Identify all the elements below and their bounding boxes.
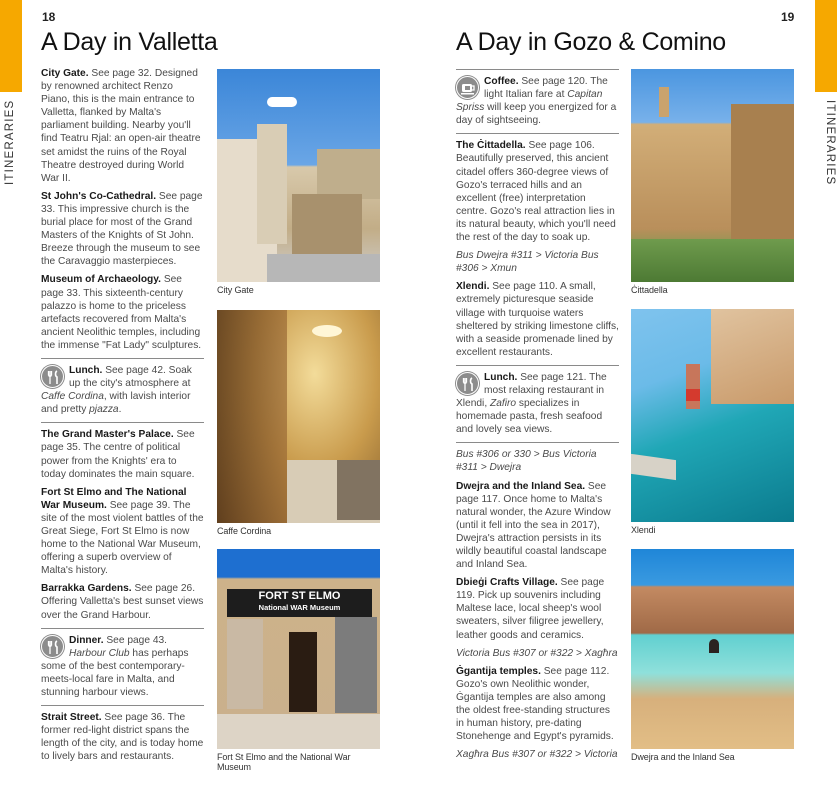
entry-title: Dwejra and the Inland Sea. (456, 480, 586, 492)
cutlery-icon (41, 365, 64, 388)
xlendi-image (631, 309, 794, 522)
cutlery-icon (41, 635, 64, 658)
fort-sign-title: FORT ST ELMO (258, 590, 341, 602)
entry-title: The Ċittadella. (456, 140, 526, 152)
coffee-cup-icon (456, 76, 479, 99)
bus-route: Bus #306 or 330 > Bus Victoria #311 > Dwejra (456, 449, 597, 474)
section-tab-left (0, 0, 22, 92)
page-title-left: A Day in Valletta (41, 28, 218, 56)
entry-text: See page 33. This impressive church is the burial place for most of the Grand Masters of the Knights of St John. Breeze through the museum to see the Caravaggio masterpieces. (41, 190, 203, 268)
divider (456, 69, 619, 70)
photo-caption: Caffe Cordina (217, 526, 272, 536)
entry-xlendi (456, 280, 619, 359)
page-number-left: 18 (42, 10, 56, 24)
divider (456, 365, 619, 366)
entry-text: See page 112. Gozo's own Neolithic wonder, Ġgantija temples are also among the oldest free-standing structures in human history, pre-dating Stonehenge and Egypt's pyramids. (456, 665, 614, 743)
meal-text: See page 42. Soak up the city's atmosphere at (69, 364, 192, 390)
entry-text: See page 36. The former red-light district spans the length of the city, and is today home to lively bars and restaurants. (41, 712, 204, 763)
entry-text: See page 110. A small, extremely picturesque seaside village with turquoise waters sheltered by striking limestone cliffs, with a seaside promenade lined by excellent restaurants. (456, 281, 619, 358)
photo-fort-st-elmo (217, 549, 380, 772)
divider (456, 442, 619, 443)
entry-title: Xlendi. (456, 281, 490, 293)
entry-text: See page 32. Designed by renowned architect Renzo Piano, this is the main entrance to Valletta, flanked by Malta's parliament building. Nearby you'll find Teatru Rjal: an open-air theatre set amidst the ruins of the Royal Theatre destroyed during World War II. (41, 68, 201, 184)
entry-text: See page 26. Offering Valletta's best sunset views over the Grand Harbour. (41, 583, 204, 621)
side-label-left: ITINERARIES (4, 99, 16, 185)
divider (41, 358, 204, 359)
fort-st-elmo-image (217, 549, 380, 749)
photo-caption: Dwejra and the Inland Sea (631, 752, 735, 762)
photo-dwejra (631, 549, 794, 762)
photo-caption: City Gate (217, 285, 254, 295)
entry-title: Museum of Archaeology. (41, 274, 162, 286)
venue-name: Harbour Club (69, 647, 130, 659)
photo-city-gate (217, 69, 380, 295)
itinerary-column-right (456, 69, 619, 766)
entry-text: See page 119. Pick up souvenirs including Maltese lace, local sheep's wool sweaters, silver filigree jewellery, leather goods and ceramics. (456, 577, 605, 641)
bus-route: Bus Dwejra #311 > Victoria Bus #306 > Xmun (456, 250, 599, 275)
entry-dbiegi (456, 576, 619, 641)
venue-name: pjazza (89, 404, 119, 416)
entry-text: See page 39. The site of the most violent battles of the Great Siege, Fort St Elmo is now home to the National War Museum, offering a superb overview of Malta's history. (41, 499, 204, 577)
meal-text: specializes in homemade pasta, fresh seafood and lovely sea views. (456, 398, 603, 436)
entry-strait-street (41, 711, 204, 763)
venue-name: Capitan Spriss (456, 89, 603, 114)
photo-caffe-cordina (217, 310, 380, 536)
meal-title: Dinner. (69, 634, 104, 646)
meal-text: will keep you energized for a day of sightseeing. (456, 102, 617, 127)
section-tab-right (815, 0, 837, 92)
caffe-cordina-image (217, 310, 380, 523)
photo-caption: Xlendi (631, 525, 656, 535)
coffee-box (456, 75, 619, 127)
divider (41, 422, 204, 423)
entry-archaeology (41, 273, 204, 352)
cutlery-icon (456, 372, 479, 395)
meal-text: See page 120. The light Italian fare at (484, 76, 608, 101)
entry-text: See page 33. This sixteenth-century palazzo is home to the priceless artefacts recovered from Malta's ancient Neolithic temples, including the immense "Fat Lady" sculptures. (41, 274, 202, 351)
entry-title: Fort St Elmo and The National War Museum. (41, 486, 187, 511)
city-gate-image (217, 69, 380, 282)
entry-co-cathedral (41, 190, 204, 269)
page-number-right: 19 (781, 10, 795, 24)
venue-name: Caffe Cordina (41, 391, 104, 403)
entry-title: St John's Co-Cathedral. (41, 190, 157, 202)
page-title-right: A Day in Gozo & Comino (456, 28, 726, 56)
entry-text: See page 117. Once home to Malta's natural wonder, the Azure Window (until it fell into the sea in 2017), Dwejra's attraction persists in its wildly beautiful coastal landscape and Inland Sea. (456, 480, 611, 571)
meal-title: Lunch. (484, 371, 518, 383)
entry-cittadella (456, 139, 619, 244)
lunch-box (41, 364, 204, 416)
itinerary-column-left (41, 67, 204, 769)
photo-xlendi (631, 309, 794, 535)
meal-text: See page 43. (103, 634, 167, 646)
entry-fort-st-elmo (41, 486, 204, 578)
photo-caption: Fort St Elmo and the National War Museum (217, 752, 351, 772)
entry-dwejra (456, 480, 619, 572)
side-label-right: ITINERARIES (824, 100, 836, 186)
entry-barrakka-gardens (41, 582, 204, 621)
cittadella-image (631, 69, 794, 282)
venue-name: Zafiro (489, 398, 517, 410)
dinner-box (41, 634, 204, 699)
fort-sign-subtitle: National WAR Museum (258, 603, 341, 612)
entry-text: See page 35. The centre of political power from the Knights' era to today dominates the main square. (41, 429, 195, 480)
photo-caption: Ċittadella (631, 285, 668, 295)
photo-cittadella (631, 69, 794, 295)
meal-text: , with lavish interior and pretty (41, 391, 191, 416)
meal-text: . (118, 404, 122, 416)
divider (456, 133, 619, 134)
meal-title: Lunch. (69, 364, 103, 376)
bus-route: Xagħra Bus #307 or #322 > Victoria (456, 749, 618, 761)
entry-title: Ġgantija temples. (456, 665, 541, 677)
meal-text: See page 121. The most relaxing restaurant in Xlendi, (456, 371, 607, 410)
lunch-box (456, 371, 619, 436)
entry-grand-master-palace (41, 428, 204, 480)
divider (41, 628, 204, 629)
entry-title: Strait Street. (41, 712, 102, 724)
entry-title: Dbieġi Crafts Village. (456, 577, 558, 589)
entry-text: See page 106. Beautifully preserved, this ancient citadel offers 360-degree views of Gozo's terraced hills and an excellent (free) interpretation centre. Gozo's real attraction lies in its natural beauty, which you'll need the rest of the day to soak up. (456, 140, 616, 244)
meal-title: Coffee. (484, 76, 519, 87)
entry-title: Barrakka Gardens. (41, 583, 132, 595)
entry-title: The Grand Master's Palace. (41, 429, 174, 441)
entry-title: City Gate. (41, 68, 89, 79)
bus-route: Victoria Bus #307 or #322 > Xagħra (456, 647, 618, 659)
divider (41, 705, 204, 706)
meal-text: has perhaps some of the best contemporary-meets-local fare in Malta, and stunning harbour views. (41, 647, 189, 699)
entry-city-gate (41, 67, 204, 185)
dwejra-image (631, 549, 794, 749)
entry-ggantija (456, 665, 619, 744)
